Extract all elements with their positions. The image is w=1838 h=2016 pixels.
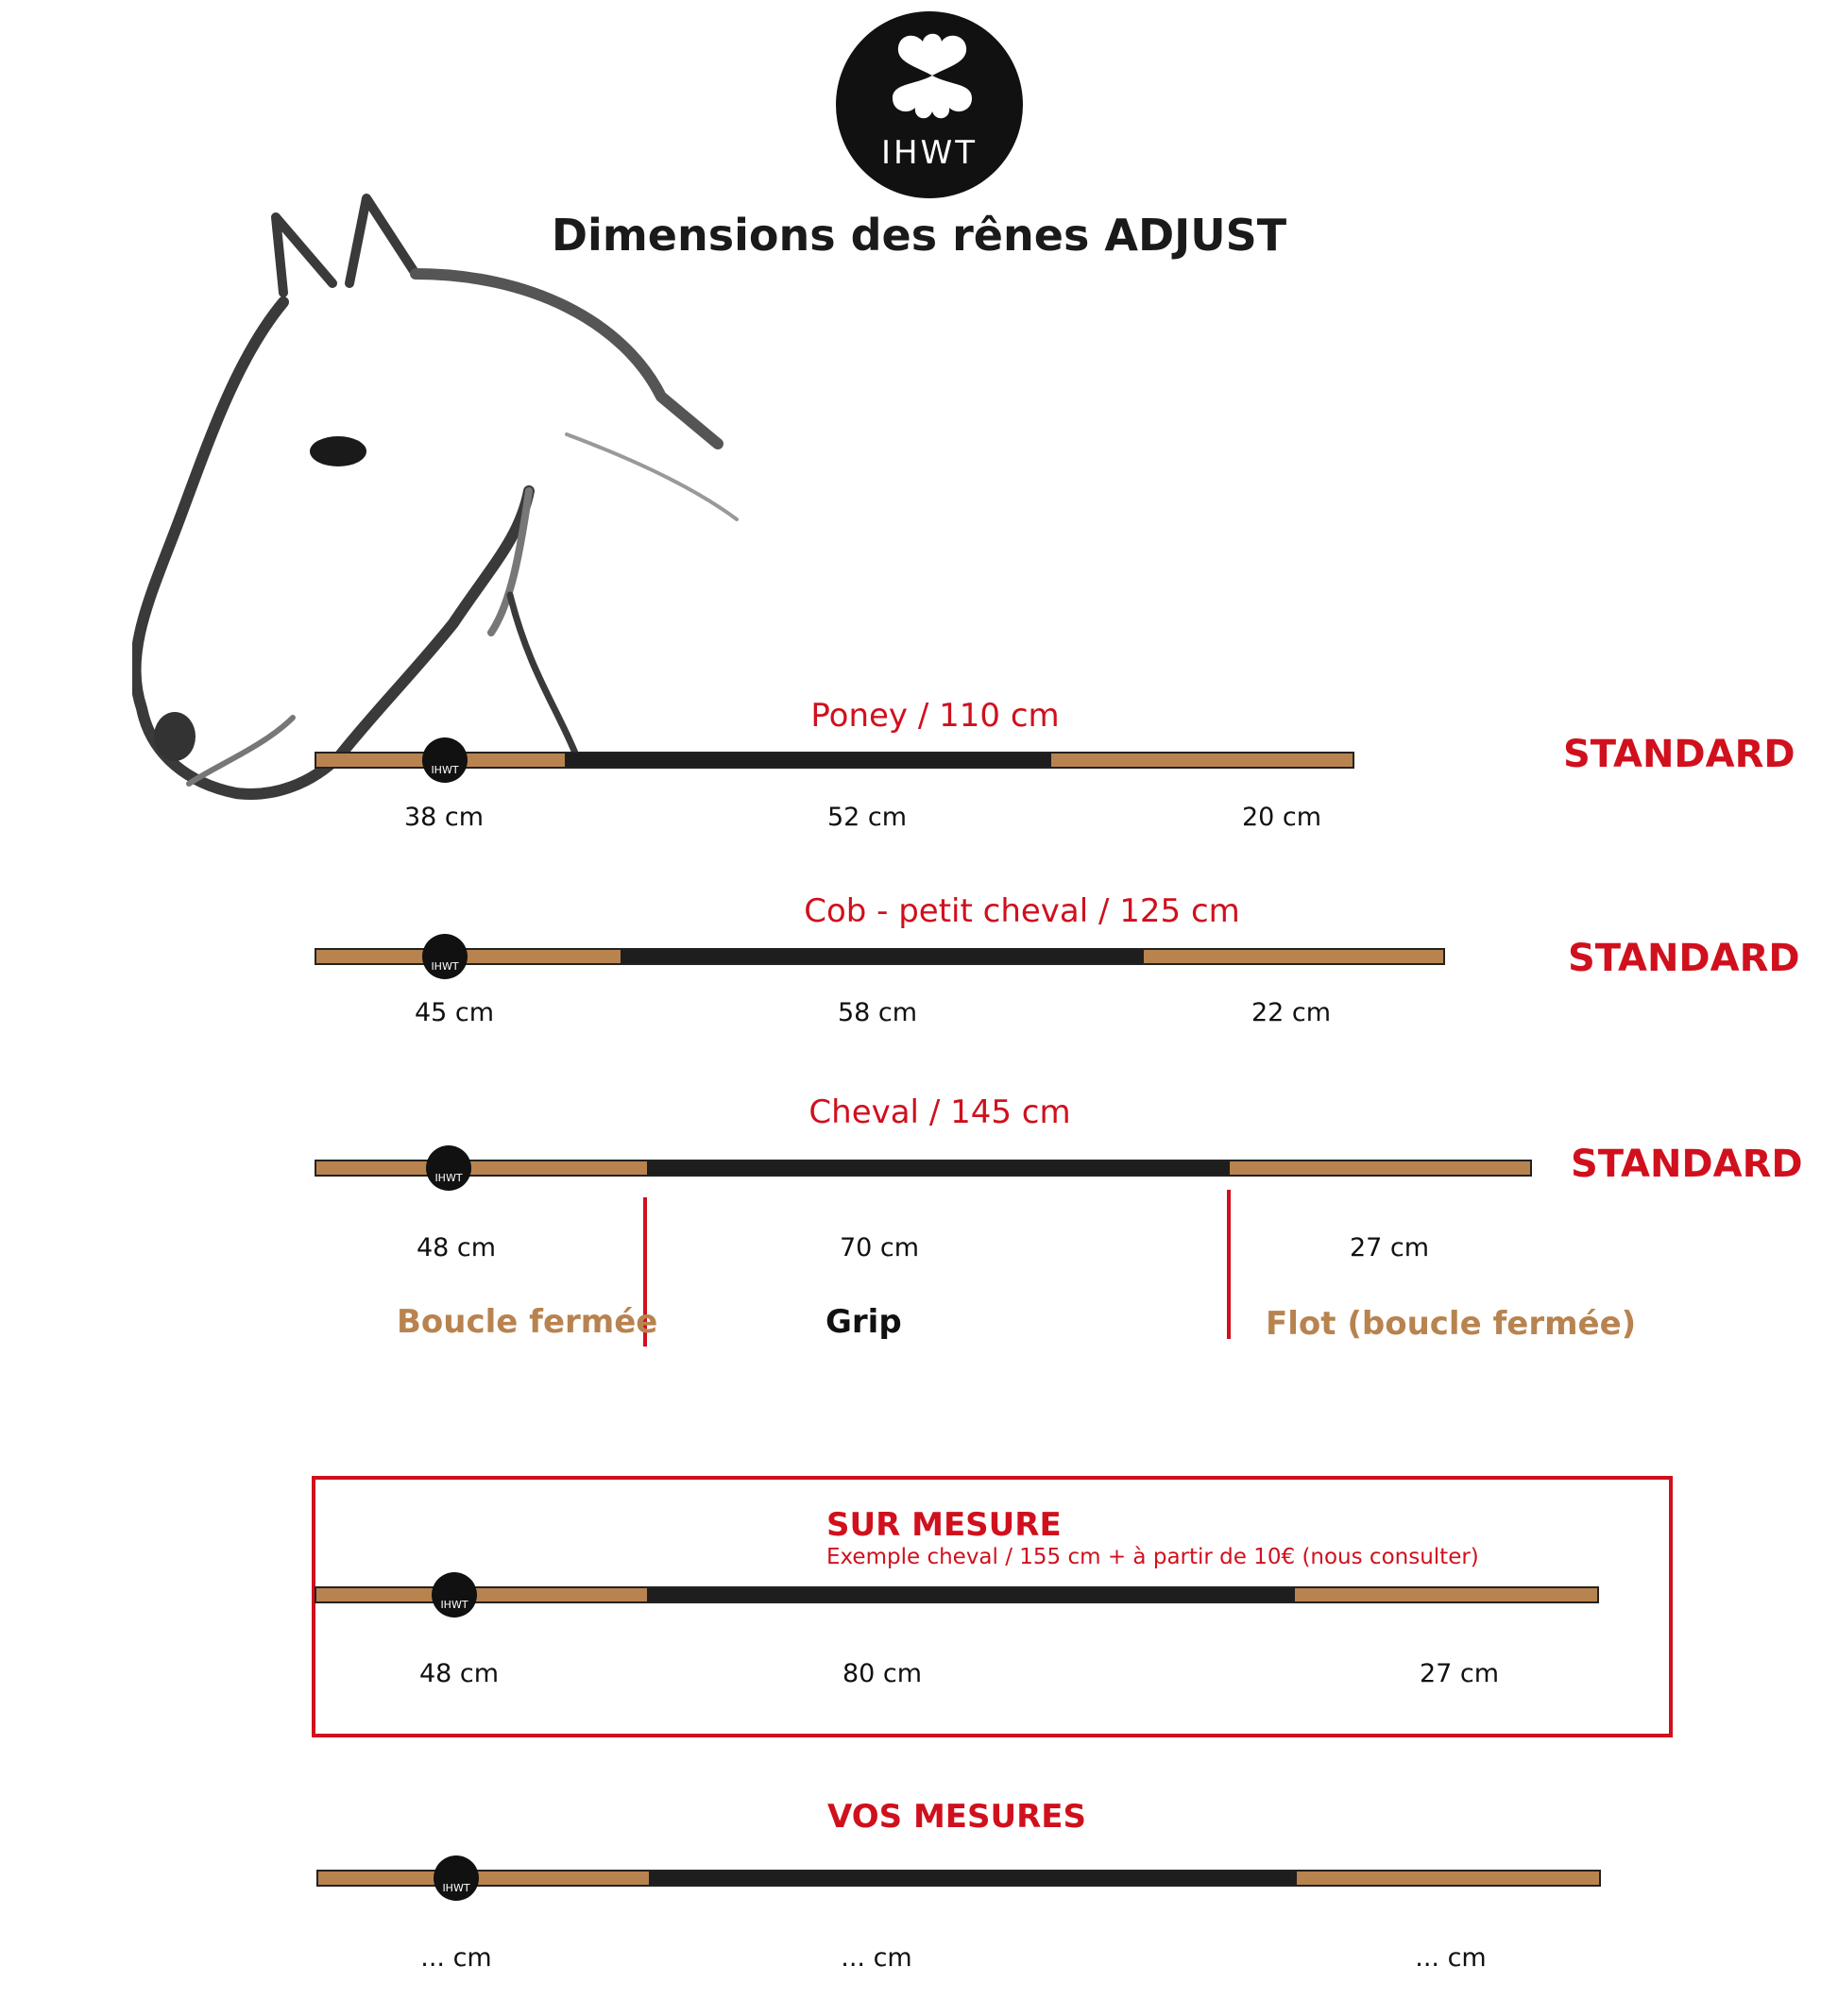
measure-grip: ... cm	[841, 1943, 912, 1973]
measure-grip: 58 cm	[837, 998, 918, 1027]
measure-flot: 22 cm	[1251, 998, 1332, 1027]
your-measures-title: VOS MESURES	[827, 1798, 1086, 1836]
measure-closed-loop: ... cm	[420, 1943, 492, 1973]
measure-grip: 80 cm	[842, 1659, 923, 1688]
rein-logo-badge: IHWT	[434, 1855, 479, 1901]
rein-title-poney: Poney / 110 cm	[810, 697, 1060, 735]
horse-head-illustration	[132, 179, 850, 925]
standard-badge-cob: STANDARD	[1568, 937, 1800, 980]
standard-badge-poney: STANDARD	[1563, 733, 1795, 776]
logo-wordmark: IHWT	[881, 134, 978, 172]
measure-grip: 52 cm	[826, 803, 908, 832]
rein-logo-badge: IHWT	[432, 1572, 477, 1618]
rein-bar-custom	[315, 1586, 1599, 1611]
grip-segment	[621, 950, 1144, 963]
standard-badge-cheval: STANDARD	[1571, 1143, 1803, 1186]
measure-flot: 27 cm	[1349, 1233, 1430, 1262]
grip-segment	[649, 1872, 1297, 1885]
clover-icon	[887, 28, 978, 127]
measure-flot: ... cm	[1415, 1943, 1487, 1973]
rein-bar-cheval	[315, 1160, 1532, 1184]
measure-closed-loop: 38 cm	[403, 803, 485, 832]
rein-logo-badge: IHWT	[426, 1145, 471, 1191]
page-title: Dimensions des rênes ADJUST	[551, 210, 1287, 261]
legend-flot: Flot (boucle fermée)	[1266, 1305, 1637, 1343]
measure-grip: 70 cm	[839, 1233, 920, 1262]
custom-subtitle: Exemple cheval / 155 cm + à partir de 10€ (nous consulter)	[826, 1545, 1479, 1569]
grip-segment	[565, 754, 1051, 767]
custom-title: SUR MESURE	[826, 1506, 1062, 1544]
measure-flot: 20 cm	[1241, 803, 1322, 832]
brand-logo	[836, 11, 1023, 198]
measure-closed-loop: 48 cm	[418, 1659, 500, 1688]
rein-bar-yours	[316, 1870, 1601, 1894]
rein-logo-badge: IHWT	[422, 934, 468, 979]
measure-closed-loop: 45 cm	[414, 998, 495, 1027]
legend-grip: Grip	[825, 1303, 902, 1341]
rein-logo-badge: IHWT	[422, 737, 468, 783]
measure-closed-loop: 48 cm	[416, 1233, 497, 1262]
grip-segment	[647, 1161, 1230, 1175]
rein-title-cheval: Cheval / 145 cm	[808, 1093, 1071, 1131]
grip-segment	[647, 1588, 1295, 1601]
rein-title-cob: Cob - petit cheval / 125 cm	[804, 892, 1240, 930]
rein-bar-cob	[315, 948, 1445, 973]
segment-divider	[1227, 1190, 1231, 1339]
rein-bar-poney	[315, 752, 1354, 776]
measure-flot: 27 cm	[1419, 1659, 1500, 1688]
legend-closed-loop: Boucle fermée	[397, 1303, 658, 1341]
